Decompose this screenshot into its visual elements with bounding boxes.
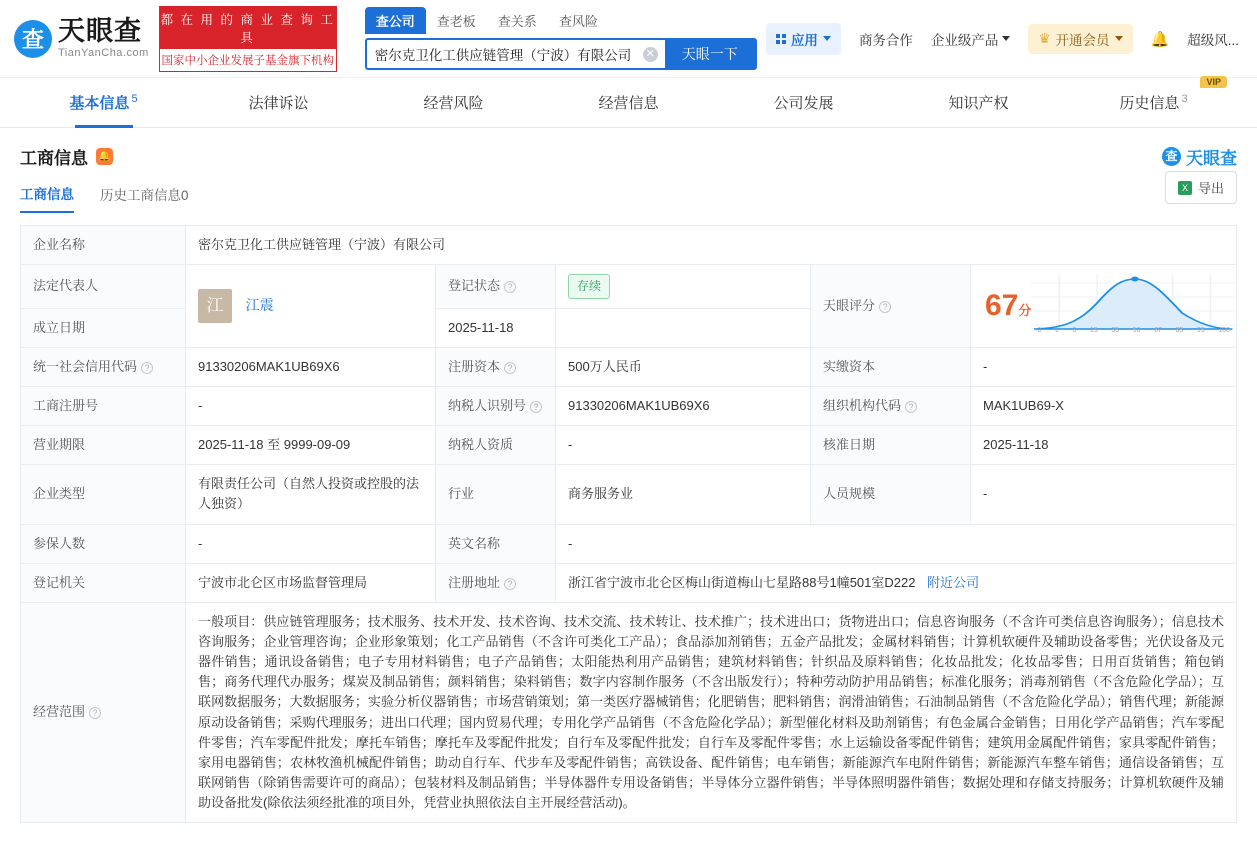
- table-row: [21, 465, 1237, 524]
- search-tabs: [365, 7, 757, 34]
- org-code-label: [811, 387, 971, 426]
- reg-number-label: 工商注册号: [21, 387, 186, 426]
- credit-code-label-text: 统一社会信用代码: [33, 358, 138, 374]
- chevron-down-icon: [1002, 36, 1010, 41]
- reg-address-label-text: 注册地址: [448, 574, 501, 590]
- help-icon[interactable]: ?: [504, 578, 516, 590]
- paid-capital-value: -: [971, 347, 1237, 386]
- clear-icon[interactable]: ✕: [643, 47, 658, 62]
- reg-address-label: [436, 563, 556, 602]
- help-icon[interactable]: ?: [504, 362, 516, 374]
- staff-size-value: -: [971, 465, 1237, 524]
- insured-value: -: [186, 524, 436, 563]
- sub-tabs: [0, 177, 1257, 213]
- score-label: [811, 265, 971, 348]
- credit-code-label: [21, 347, 186, 386]
- search-tab-risk[interactable]: 查风险: [558, 14, 598, 29]
- taxpayer-id-label-text: 纳税人识别号: [448, 398, 527, 414]
- english-name-value: -: [556, 524, 1237, 563]
- table-row: [21, 563, 1237, 602]
- score-value-cell: [971, 265, 1237, 348]
- help-icon[interactable]: ?: [530, 401, 542, 413]
- tab-legal-cases-label: 法律诉讼: [248, 95, 309, 112]
- industry-label: 行业: [436, 465, 556, 524]
- table-row: [21, 387, 1237, 426]
- staff-size-label: 人员规模: [811, 465, 971, 524]
- table-row: [21, 602, 1237, 822]
- nearby-companies-link[interactable]: 附近公司: [927, 574, 980, 590]
- search-tab-company[interactable]: 查公司: [365, 7, 426, 34]
- chevron-down-icon: [823, 36, 831, 41]
- help-icon[interactable]: ?: [141, 362, 153, 374]
- nav-item-cooperation[interactable]: [859, 29, 913, 49]
- company-type-label: 企业类型: [21, 465, 186, 524]
- brand-icon: 查: [1162, 147, 1181, 166]
- logo-title: 天眼查: [58, 16, 142, 46]
- axis-tick: 35: [1111, 327, 1120, 335]
- taxpayer-id-value: 91330206MAK1UB69X6: [556, 387, 811, 426]
- legal-person-value[interactable]: [186, 265, 436, 348]
- export-button[interactable]: [1165, 171, 1237, 204]
- company-name-label: 企业名称: [21, 226, 186, 265]
- approval-date-label: 核准日期: [811, 426, 971, 465]
- promo-banner-top: 都 在 用 的 商 业 查 询 工 具: [160, 7, 336, 49]
- axis-tick: 0: [1037, 327, 1042, 335]
- axis-tick: 100: [1218, 327, 1230, 335]
- grid-icon: [776, 34, 786, 44]
- biz-term-value: 2025-11-18 至 9999-09-09: [186, 426, 436, 465]
- nav-item-enterprise-products[interactable]: [931, 29, 1011, 49]
- search-button[interactable]: 天眼一下: [665, 40, 755, 68]
- found-date-value: 2025-11-18: [436, 308, 556, 347]
- promo-banner: [159, 6, 337, 72]
- search-area: [365, 7, 757, 70]
- search-input[interactable]: [367, 40, 643, 68]
- nav-item-cooperation-label: 商务合作: [858, 32, 913, 48]
- tab-history-info[interactable]: [1066, 77, 1241, 113]
- nav-item-super-risk[interactable]: [1187, 29, 1239, 49]
- tab-operation-info[interactable]: [541, 92, 716, 113]
- industry-value: 商务服务业: [556, 465, 811, 524]
- tab-basic-info-count: 5: [131, 93, 138, 105]
- legal-person-name[interactable]: 江震: [245, 297, 274, 314]
- table-row: [21, 426, 1237, 465]
- company-name-value: 密尔克卫化工供应链管理（宁波）有限公司: [186, 226, 1237, 265]
- company-type-value: 有限责任公司（自然人投资或控股的法人独资）: [186, 465, 436, 524]
- axis-tick: 85: [1175, 327, 1184, 335]
- site-logo[interactable]: [14, 18, 149, 59]
- scope-label: [21, 602, 186, 822]
- tab-history-info-count: 3: [1181, 93, 1188, 105]
- axis-tick: 50: [1132, 327, 1141, 335]
- reg-number-value: -: [186, 387, 436, 426]
- tab-operation-risk-label: 经营风险: [423, 95, 484, 112]
- tab-basic-info[interactable]: [16, 92, 191, 113]
- score-label-text: 天眼评分: [823, 297, 876, 313]
- tab-operation-risk[interactable]: [366, 92, 541, 113]
- vip-badge: VIP: [1200, 76, 1227, 88]
- top-nav: [766, 23, 1243, 55]
- insured-label: 参保人数: [21, 524, 186, 563]
- scope-value: 一般项目：供应链管理服务；技术服务、技术开发、技术咨询、技术交流、技术转让、技术推广；技术进出口；货物进出口；信息咨询服务（不含许可类信息咨询服务）；信息技术咨询服务；企业管理咨询；企业形象策划；化工产品销售（不含许可类化工产品）；食品添加剂销售；五金产品批发；金属材料销售；计算机软硬件及辅助设备零售；光伏设备及元器件销售；通讯设备销售；电子专用材料销售；电子产品销售；太阳能热利用产品销售；建筑材料销售；针织品及原料销售；化妆品批发；化妆品零售；日用百货销售；箱包销售；商务代理代办服务；煤炭及制品销售；颜料销售；染料销售；数字内容制作服务（不含出版发行）；特种劳动防护用品销售；标准化服务；消毒剂销售（不含危险化学品）；互联网数据服务；大数据服务；实验分析仪器销售；市场营销策划；第一类医疗器械销售；化肥销售；肥料销售；润滑油销售；石油制品销售（不含危险化学品）；销售代理；新能源原动设备销售；采购代理服务；进出口代理；国内贸易代理；专用化学产品销售（不含危险化学品）；新型催化材料及助剂销售；有色金属合金销售；日用化学产品销售；汽车零配件零售；汽车零配件批发；摩托车销售；摩托车及零配件批发；自行车及零配件批发；自行车及零配件零售；水上运输设备零配件销售；建筑用金属配件销售；家具零配件销售；家用电器销售；农林牧渔机械配件销售；助动自行车、代步车及零配件销售；高铁设备、配件销售；电车销售；新能源汽车电附件销售；新能源汽车整车销售；通信设备销售；互联网销售（除销售需要许可的商品）；包装材料及制品销售；半导体器件专用设备销售；半导体分立器件销售；半导体照明器件销售；数据处理和存储支持服务；计算机软硬件及辅助设备批发(除依法须经批准的项目外，凭营业执照依法自主开展经营活动)。: [186, 602, 1237, 822]
- score-number: [971, 283, 1031, 330]
- credit-code-value: 91330206MAK1UB69X6: [186, 347, 436, 386]
- help-icon[interactable]: ?: [879, 301, 891, 313]
- legal-person-label: 法定代表人: [21, 265, 186, 309]
- english-name-label: 英文名称: [436, 524, 556, 563]
- taxpayer-id-label: [436, 387, 556, 426]
- vip-button-label: 开通会员: [1055, 32, 1110, 48]
- scope-label-text: 经营范围: [33, 704, 86, 720]
- main-tabs: [0, 78, 1257, 128]
- axis-tick: 95: [1196, 327, 1205, 335]
- org-code-value: MAK1UB69-X: [971, 387, 1237, 426]
- export-button-label: 导出: [1197, 181, 1224, 196]
- tab-intellectual-property-label: 知识产权: [948, 95, 1009, 112]
- reg-capital-label: [436, 347, 556, 386]
- reg-capital-label-text: 注册资本: [448, 358, 501, 374]
- crown-icon: ♛: [1038, 30, 1051, 46]
- tab-legal-cases[interactable]: [191, 92, 366, 113]
- reg-authority-label: 登记机关: [21, 563, 186, 602]
- vip-button[interactable]: [1028, 24, 1132, 54]
- table-row: [21, 524, 1237, 563]
- help-icon[interactable]: ?: [504, 281, 516, 293]
- page-title: 工商信息: [20, 149, 88, 168]
- tab-company-development-label: 公司发展: [773, 95, 834, 112]
- axis-tick: 1: [1054, 327, 1059, 335]
- score-axis-labels: [1037, 326, 1230, 337]
- biz-term-label: 营业期限: [21, 426, 186, 465]
- promo-banner-bottom: 国家中小企业发展子基金旗下机构: [160, 49, 336, 71]
- tab-basic-info-label: 基本信息: [69, 95, 130, 112]
- table-row: [21, 265, 1237, 309]
- logo-subtitle: TianYanCha.com: [58, 47, 149, 59]
- table-row: [21, 347, 1237, 386]
- score-value: 67: [985, 288, 1019, 322]
- apps-button-label: 应用: [790, 32, 818, 48]
- chevron-down-icon: [1115, 36, 1123, 41]
- tab-intellectual-property[interactable]: [891, 92, 1066, 113]
- tab-operation-info-label: 经营信息: [598, 95, 659, 112]
- axis-tick: 3: [1072, 327, 1077, 335]
- reg-status-label-text: 登记状态: [448, 278, 501, 294]
- business-info-table-wrap: [0, 213, 1257, 823]
- axis-tick: 15: [1089, 327, 1098, 335]
- taxpayer-qual-value: -: [556, 426, 811, 465]
- avatar: 江: [198, 289, 232, 323]
- subtab-history-business-info[interactable]: 历史工商信息0: [100, 188, 189, 203]
- score-unit: 分: [1018, 302, 1032, 318]
- org-code-label-text: 组织机构代码: [823, 398, 902, 414]
- paid-capital-label: 实缴资本: [811, 347, 971, 386]
- status-badge: 存续: [568, 274, 610, 299]
- alert-bell-icon[interactable]: 🔔: [96, 148, 113, 165]
- tab-history-info-label: 历史信息: [1119, 95, 1180, 112]
- reg-authority-value: 宁波市北仑区市场监督管理局: [186, 563, 436, 602]
- reg-status-label: [436, 265, 556, 309]
- axis-tick: 67: [1154, 327, 1162, 335]
- score-distribution-chart: [1031, 273, 1236, 339]
- reg-status-value: [556, 265, 811, 309]
- business-info-table: [20, 225, 1237, 823]
- logo-icon: 查: [14, 20, 52, 58]
- search-box: [365, 38, 757, 70]
- taxpayer-qual-label: 纳税人资质: [436, 426, 556, 465]
- reg-address-text: 浙江省宁波市北仑区梅山街道梅山七星路88号1幢501室D222: [568, 574, 916, 590]
- excel-icon: X: [1178, 181, 1192, 195]
- approval-date-value: 2025-11-18: [971, 426, 1237, 465]
- reg-address-value: [556, 563, 1237, 602]
- notification-bell-icon[interactable]: 🔔: [1150, 30, 1170, 48]
- help-icon[interactable]: ?: [89, 707, 101, 719]
- reg-capital-value: 500万人民币: [556, 347, 811, 386]
- nav-item-enterprise-products-label: 企业级产品: [930, 32, 999, 48]
- nav-item-super-risk-label: 超级风...: [1187, 32, 1239, 48]
- brand-watermark-label: 天眼查: [1186, 149, 1237, 168]
- search-tab-relation[interactable]: 查关系: [497, 14, 537, 29]
- section-header: [0, 128, 1257, 177]
- apps-button[interactable]: [766, 23, 841, 55]
- table-row: [21, 226, 1237, 265]
- help-icon[interactable]: ?: [905, 401, 917, 413]
- search-tab-boss[interactable]: 查老板: [436, 14, 476, 29]
- top-bar: [0, 0, 1257, 78]
- found-date-label: 成立日期: [21, 308, 186, 347]
- brand-watermark: [1162, 144, 1237, 169]
- subtab-business-info[interactable]: 工商信息: [20, 183, 74, 213]
- tab-company-development[interactable]: [716, 92, 891, 113]
